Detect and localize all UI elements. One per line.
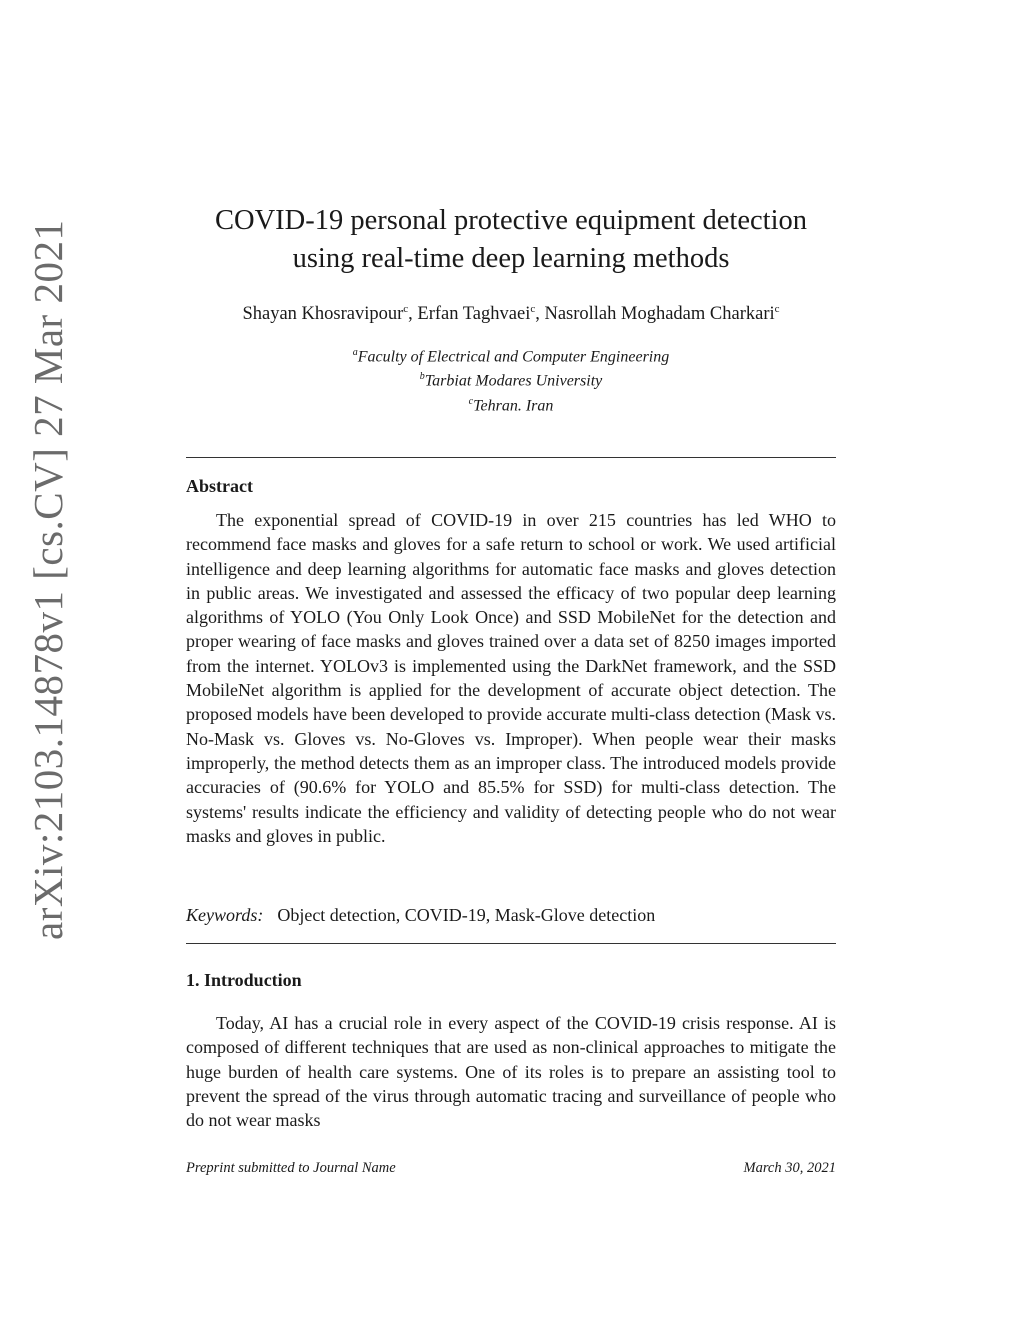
keywords [186,905,836,926]
title-line-1: COVID-19 personal protective equipment detection [215,205,807,236]
abstract-text: The exponential spread of COVID-19 in over 215 countries has led WHO to recommend face masks and gloves for a safe return to school or work. We used artificial intelligence and deep learning algorithms for automatic face masks and gloves detection in public areas. We investigated and assessed the efficacy of two popular deep learning algorithms of YOLO (You Only Look Once) and SSD MobileNet for the detection and proper wearing of face masks and gloves trained over a data set of 8250 images imported from the internet. YOLOv3 is implemented using the DarkNet framework, and the SSD MobileNet algorithm is applied for the development of accurate object detection. The proposed models have been developed to provide accurate multi-class detection (Mask vs. No-Mask vs. Gloves vs. No-Gloves vs. Improper). When people wear their masks improperly, the method detects them as an improper class. The introduced models provide accuracies of (90.6% for YOLO and 85.5% for SSD) for multi-class detection. The systems' results indicate the efficiency and validity of detecting people who do not wear masks and gloves in public. [186,510,836,846]
affiliation-mark: a [352,347,358,358]
footer-journal: Preprint submitted to Journal Name [186,1160,396,1176]
affiliation-line [186,367,836,391]
keywords-text: Object detection, COVID-19, Mask-Glove detection [277,905,656,925]
page-footer [186,1160,836,1177]
introduction-text: Today, AI has a crucial role in every aspect of the COVID-19 crisis response. AI is composed of different techniques that are used as non-clinical approaches to mitigate the huge burden of health care systems. One of its roles is to prepare an assisting tool to prevent the spread of the virus through automatic tracing and surveillance of people who do not wear masks [186,1013,836,1131]
affiliation-text: Tehran. Iran [473,396,554,414]
author-name: Nasrollah Moghadam Charkari [544,304,775,325]
affiliation-line [186,343,836,367]
affiliation-line [186,392,836,416]
keywords-label: Keywords: [186,905,264,925]
footer-date: March 30, 2021 [743,1160,836,1176]
title-line-2: using real-time deep learning methods [292,243,730,274]
arxiv-identifier-stamp: arXiv:2103.14878v1 [cs.CV] 27 Mar 2021 [25,219,71,940]
author-name: Erfan Taghvaei [417,304,531,325]
abstract-top-rule [186,457,836,458]
affiliation-text: Tarbiat Modares University [424,372,603,390]
affiliations [186,343,836,416]
author-affiliation-mark: c [403,303,409,315]
affiliation-mark: b [419,371,425,383]
author-list: Shayan Khosravipour$^c$, Erfan Taghvaei$^c$, Nasrollah Moghadam Charkari$^c$ [242,303,780,325]
author-name: Shayan Khosravipour [242,304,404,325]
introduction-heading: 1. Introduction [186,970,302,990]
affiliation-text: Faculty of Electrical and Computer Engineering [357,348,670,366]
abstract-bottom-rule [186,943,836,944]
paper-title [186,202,836,278]
author-affiliation-mark: c [774,303,780,315]
affiliation-mark: c [468,395,474,407]
abstract-heading: Abstract [186,476,253,496]
author-affiliation-mark: c [530,303,536,315]
